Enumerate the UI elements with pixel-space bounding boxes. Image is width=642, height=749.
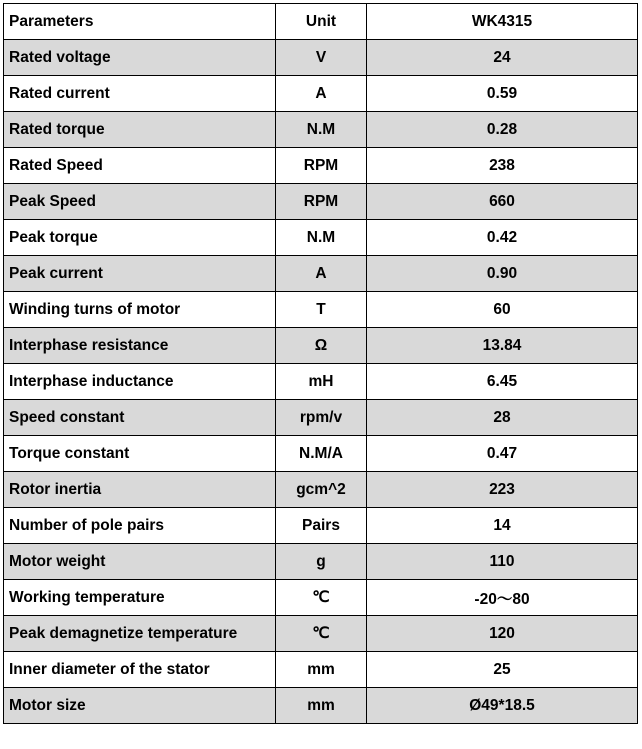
header-unit: Unit <box>276 4 367 40</box>
unit-cell: ℃ <box>276 616 367 652</box>
table-row <box>4 652 638 688</box>
table-row <box>4 688 638 724</box>
value-cell: 238 <box>367 148 638 184</box>
unit-cell: RPM <box>276 184 367 220</box>
unit-cell: N.M <box>276 112 367 148</box>
unit-cell: g <box>276 544 367 580</box>
table-row <box>4 76 638 112</box>
parameter-cell: Winding turns of motor <box>4 292 276 328</box>
table-row <box>4 436 638 472</box>
value-cell: 0.90 <box>367 256 638 292</box>
table-row <box>4 292 638 328</box>
unit-cell: rpm/v <box>276 400 367 436</box>
spec-table <box>3 3 638 724</box>
value-cell: 13.84 <box>367 328 638 364</box>
value-cell: 6.45 <box>367 364 638 400</box>
value-cell: 223 <box>367 472 638 508</box>
parameter-cell: Rated Speed <box>4 148 276 184</box>
value-cell: 24 <box>367 40 638 76</box>
table-row <box>4 508 638 544</box>
table-row <box>4 328 638 364</box>
value-cell: 14 <box>367 508 638 544</box>
table-row <box>4 472 638 508</box>
value-cell: 660 <box>367 184 638 220</box>
value-cell: 28 <box>367 400 638 436</box>
value-cell: Ø49*18.5 <box>367 688 638 724</box>
parameter-cell: Number of pole pairs <box>4 508 276 544</box>
unit-cell: mm <box>276 688 367 724</box>
value-cell: 0.28 <box>367 112 638 148</box>
unit-cell: A <box>276 256 367 292</box>
value-cell: -20～80 <box>367 580 638 616</box>
header-model: WK4315 <box>367 4 638 40</box>
parameter-cell: Motor weight <box>4 544 276 580</box>
parameter-cell: Peak Speed <box>4 184 276 220</box>
table-row <box>4 112 638 148</box>
table-row <box>4 400 638 436</box>
table-row <box>4 184 638 220</box>
value-cell: 25 <box>367 652 638 688</box>
parameter-cell: Interphase inductance <box>4 364 276 400</box>
unit-cell: N.M/A <box>276 436 367 472</box>
table-row <box>4 40 638 76</box>
unit-cell: Ω <box>276 328 367 364</box>
unit-cell: V <box>276 40 367 76</box>
parameter-cell: Working temperature <box>4 580 276 616</box>
parameter-cell: Peak current <box>4 256 276 292</box>
unit-cell: N.M <box>276 220 367 256</box>
parameter-cell: Peak demagnetize temperature <box>4 616 276 652</box>
parameter-cell: Rotor inertia <box>4 472 276 508</box>
unit-cell: mm <box>276 652 367 688</box>
parameter-cell: Speed constant <box>4 400 276 436</box>
unit-cell: T <box>276 292 367 328</box>
table-header-row <box>4 4 638 40</box>
table-row <box>4 364 638 400</box>
unit-cell: Pairs <box>276 508 367 544</box>
table-row <box>4 148 638 184</box>
value-cell: 0.42 <box>367 220 638 256</box>
parameter-cell: Rated current <box>4 76 276 112</box>
value-cell: 120 <box>367 616 638 652</box>
parameter-cell: Rated voltage <box>4 40 276 76</box>
table-row <box>4 220 638 256</box>
spec-table-body <box>4 4 638 724</box>
unit-cell: A <box>276 76 367 112</box>
unit-cell: gcm^2 <box>276 472 367 508</box>
parameter-cell: Inner diameter of the stator <box>4 652 276 688</box>
table-row <box>4 580 638 616</box>
value-cell: 0.47 <box>367 436 638 472</box>
header-parameters: Parameters <box>4 4 276 40</box>
table-row <box>4 256 638 292</box>
table-row <box>4 544 638 580</box>
parameter-cell: Interphase resistance <box>4 328 276 364</box>
parameter-cell: Torque constant <box>4 436 276 472</box>
parameter-cell: Peak torque <box>4 220 276 256</box>
value-cell: 110 <box>367 544 638 580</box>
parameter-cell: Rated torque <box>4 112 276 148</box>
unit-cell: RPM <box>276 148 367 184</box>
value-cell: 0.59 <box>367 76 638 112</box>
table-row <box>4 616 638 652</box>
parameter-cell: Motor size <box>4 688 276 724</box>
value-cell: 60 <box>367 292 638 328</box>
unit-cell: ℃ <box>276 580 367 616</box>
unit-cell: mH <box>276 364 367 400</box>
